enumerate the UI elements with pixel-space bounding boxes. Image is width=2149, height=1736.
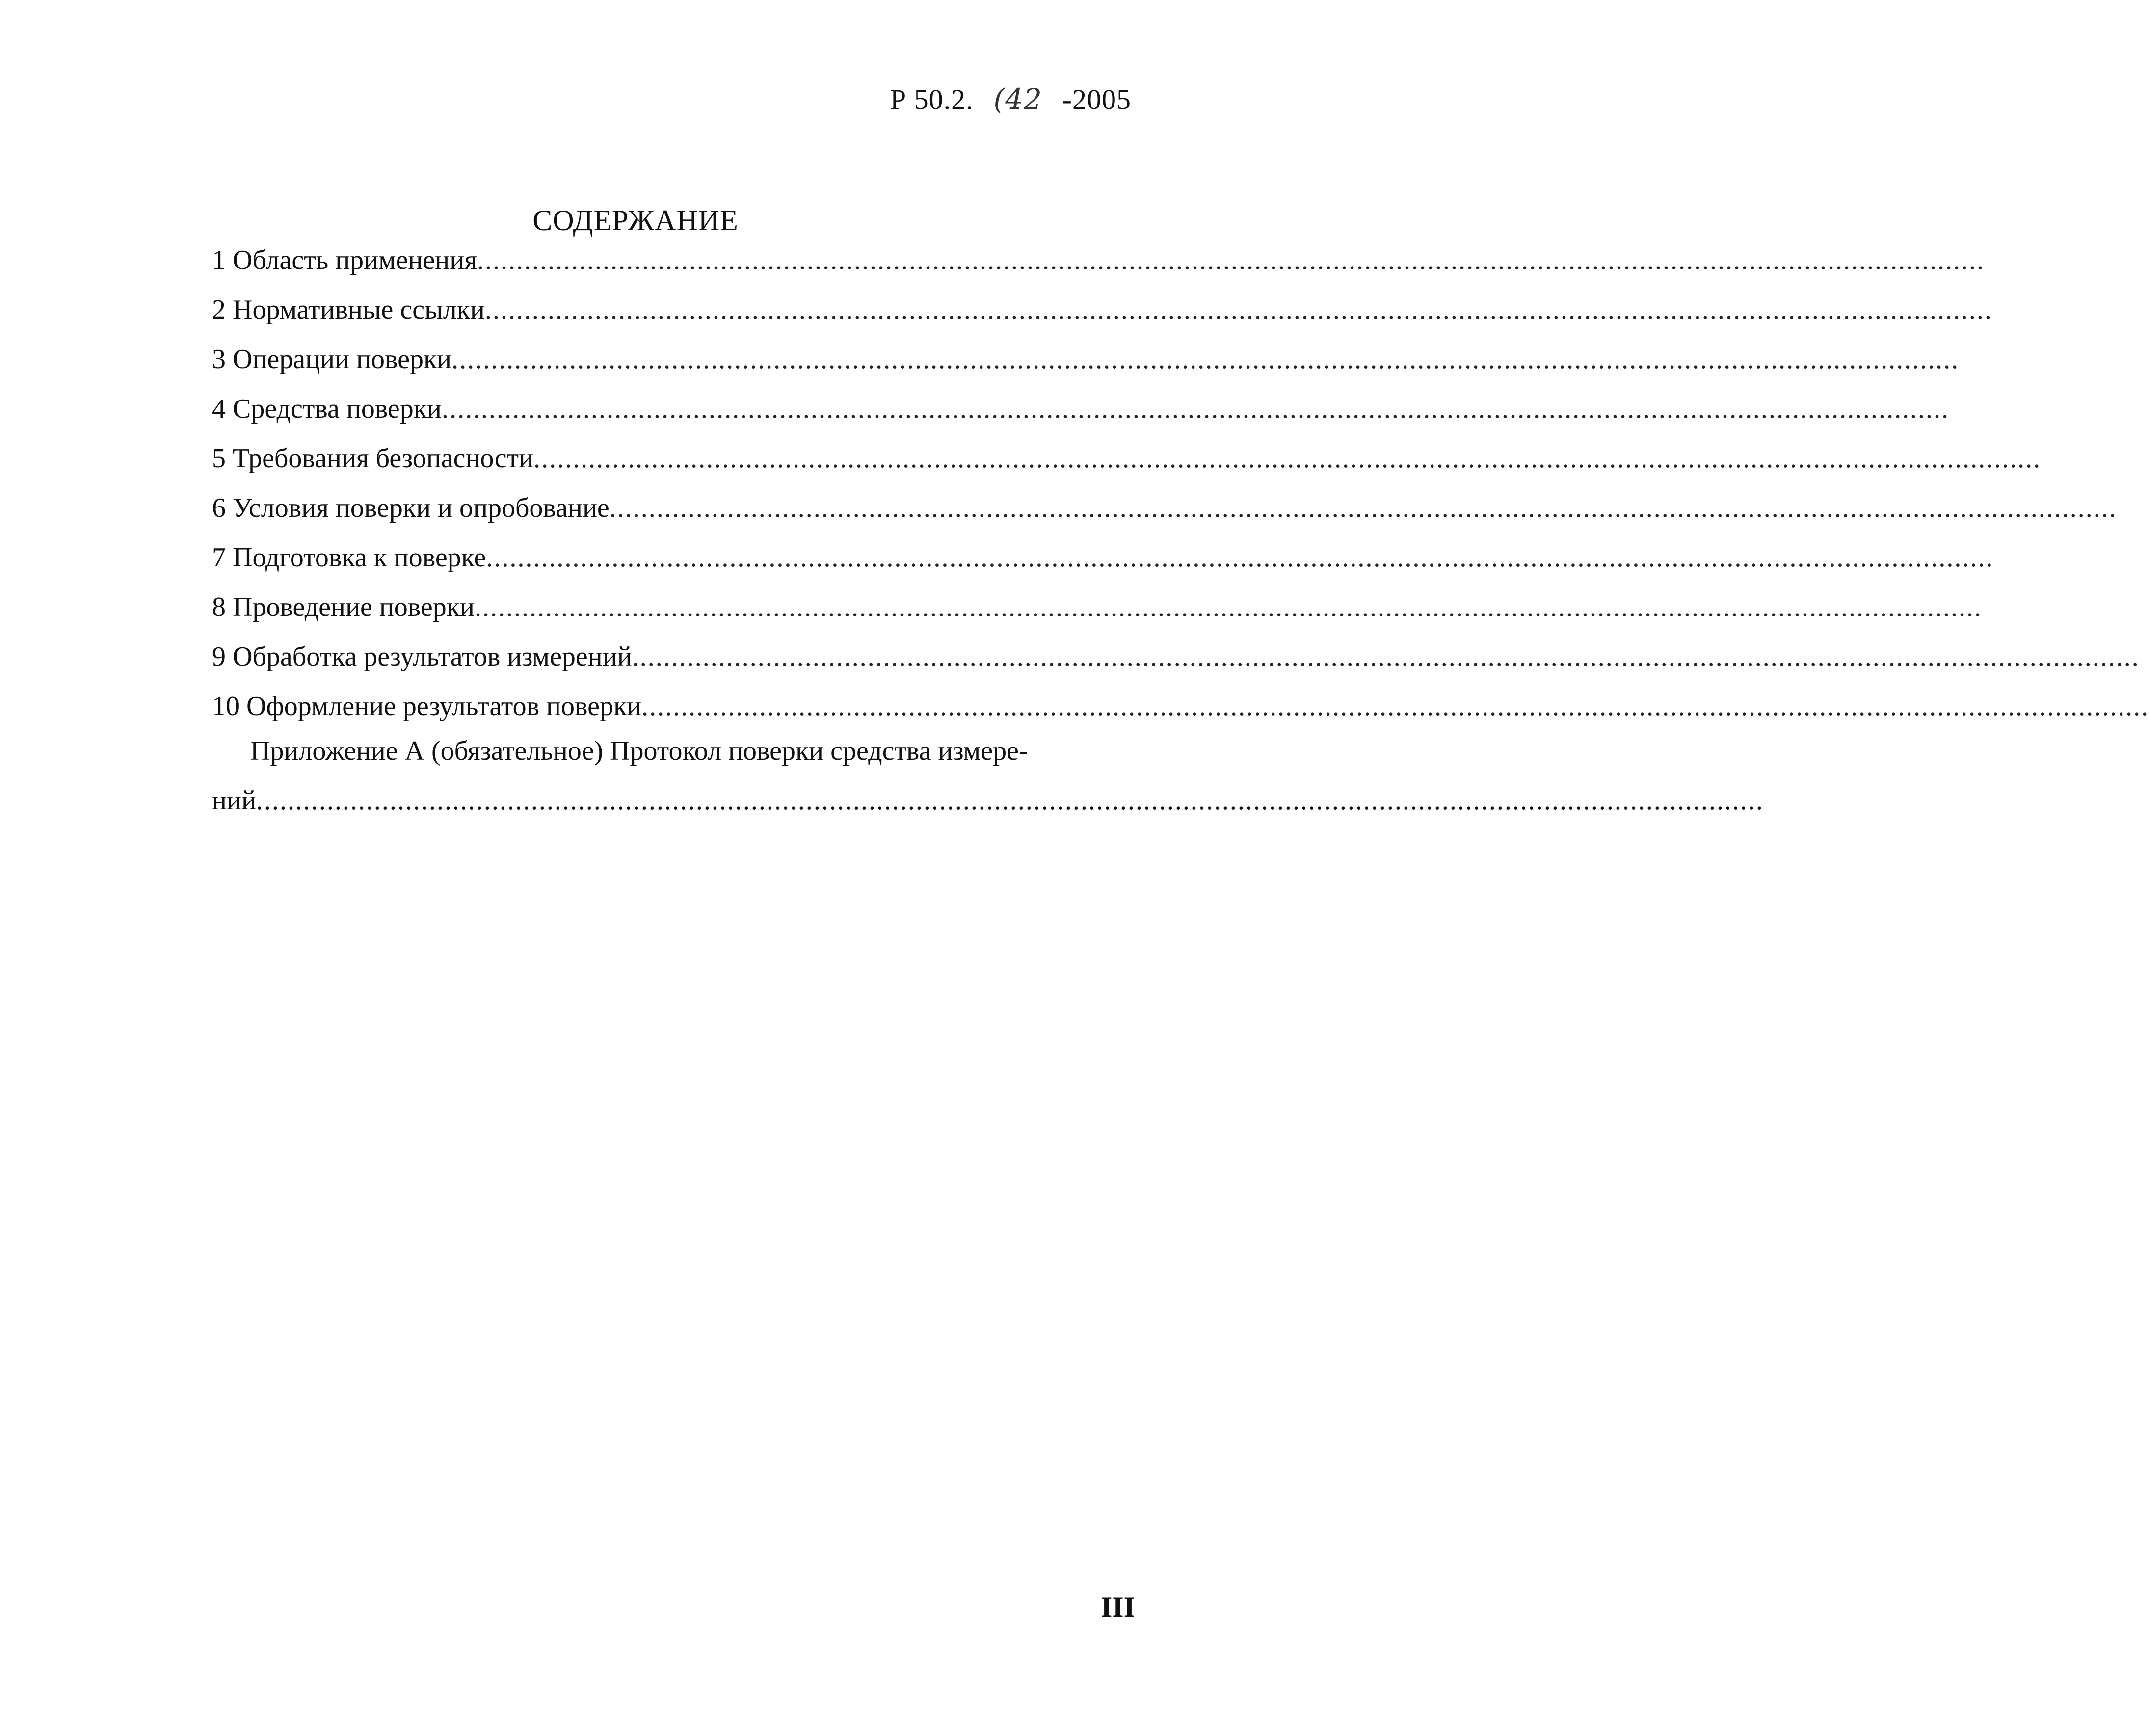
toc-entry-label: 3 Операции поверки (212, 344, 452, 374)
page-number: III (1100, 1591, 1135, 1623)
toc-entry (212, 384, 1949, 434)
toc-leader: ................................................................................................................................................................................................ (256, 785, 1764, 816)
appendix-title-line1: Приложение А (обязательное) Протокол поверки средства измере- (250, 736, 1028, 766)
toc-leader: ................................................................................................................................................................................................ (641, 691, 2149, 721)
toc-leader: ................................................................................................................................................................................................ (533, 443, 2042, 474)
toc-leader: ................................................................................................................................................................................................ (609, 493, 2117, 523)
toc-entry (212, 434, 2042, 483)
toc-leader: ................................................................................................................................................................................................ (451, 344, 1960, 374)
toc-leader: ................................................................................................................................................................................................ (474, 592, 1982, 622)
toc-entry (212, 483, 2117, 533)
document-designation (890, 82, 1131, 116)
toc-entry-label: 7 Подготовка к поверке (212, 542, 486, 573)
toc-entry (212, 682, 2149, 731)
toc-entry-label: 5 Требования безопасности (212, 443, 534, 474)
appendix-title-end: ний (212, 785, 256, 816)
toc-leader: ................................................................................................................................................................................................ (477, 245, 1985, 275)
toc-leader: ................................................................................................................................................................................................ (486, 542, 1994, 573)
toc-entry-label: 2 Нормативные ссылки (212, 294, 485, 325)
toc-entry-label: 4 Средства поверки (212, 394, 442, 424)
contents-title: СОДЕРЖАНИЕ (532, 204, 739, 237)
designation-suffix: -2005 (1062, 83, 1131, 115)
toc-entry (212, 533, 1994, 583)
toc-entry-label: 9 Обработка результатов измерений (212, 641, 632, 672)
toc-leader: ................................................................................................................................................................................................ (632, 641, 2140, 672)
designation-prefix: Р 50.2. (890, 83, 974, 115)
toc-entry-label: 10 Оформление результатов поверки (212, 691, 642, 721)
appendix-entry (212, 726, 1764, 826)
toc-entry (212, 285, 1992, 335)
toc-entry (212, 335, 1960, 384)
toc-leader: ................................................................................................................................................................................................ (441, 394, 1949, 424)
appendix-title-line2 (212, 776, 1764, 826)
handwritten-number: (42 (993, 82, 1042, 116)
toc-entry (212, 632, 2140, 682)
toc-leader: ................................................................................................................................................................................................ (484, 294, 1992, 325)
toc-entry-label: 8 Проведение поверки (212, 592, 475, 622)
table-of-contents (212, 236, 2149, 731)
toc-entry-label: 6 Условия поверки и опробование (212, 493, 610, 523)
toc-entry-label: 1 Область применения (212, 245, 477, 275)
toc-entry (212, 236, 1985, 285)
toc-entry (212, 583, 1982, 632)
